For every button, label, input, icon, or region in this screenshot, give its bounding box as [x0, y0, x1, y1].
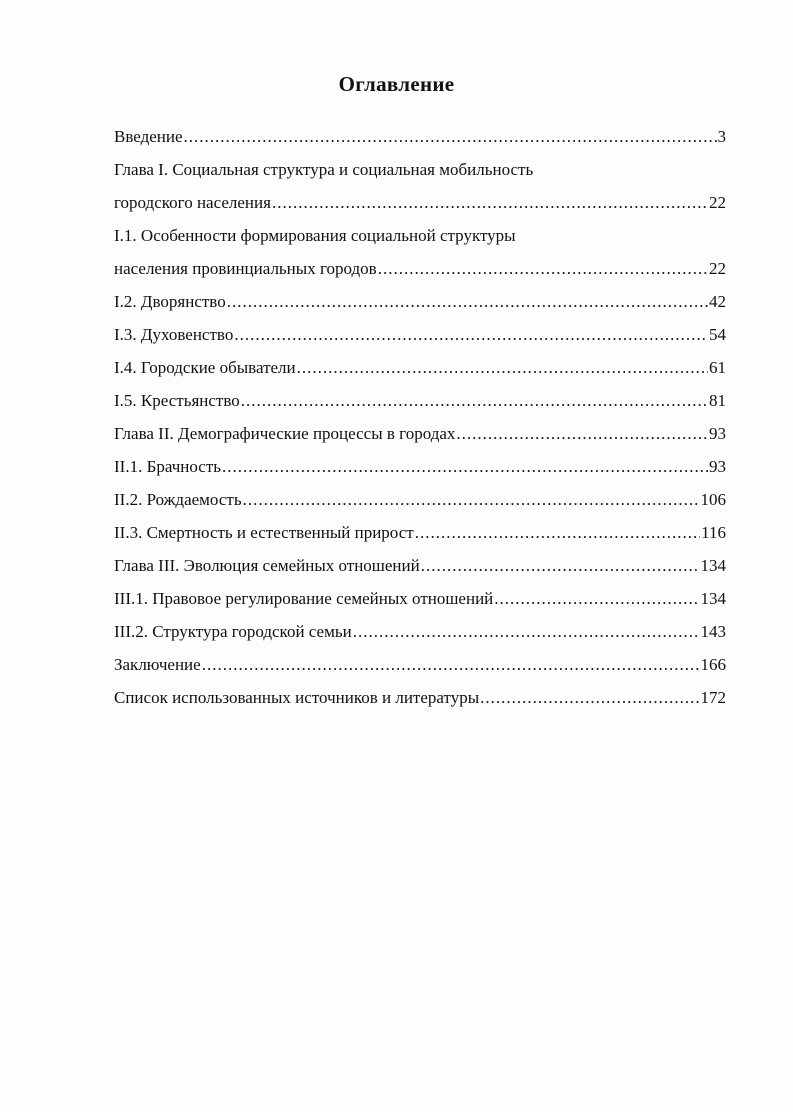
- toc-entry-label: III.2. Структура городской семьи: [114, 622, 352, 641]
- toc-entry-label: I.1. Особенности формирования социальной структуры: [114, 226, 516, 245]
- toc-entry-label: I.3. Духовенство: [114, 325, 234, 344]
- dot-leader: [272, 186, 708, 219]
- toc-entry-section-3-2[interactable]: [114, 615, 726, 648]
- toc-entry-page: 116: [701, 523, 726, 542]
- toc-entry-page: 42: [709, 292, 726, 311]
- toc-entry-section-1-1[interactable]: [114, 219, 726, 252]
- toc-entry-label: II.3. Смертность и естественный прирост: [114, 523, 414, 542]
- toc-entry-page: 172: [700, 688, 726, 707]
- dot-leader: [184, 120, 717, 153]
- dot-leader: [421, 549, 700, 582]
- toc-entry-label: III.1. Правовое регулирование семейных отношений: [114, 589, 494, 608]
- toc-entry-section-1-4[interactable]: [114, 351, 726, 384]
- toc-entry-section-1-2[interactable]: [114, 285, 726, 318]
- dot-leader: [202, 648, 700, 681]
- toc-entry-page: 166: [700, 655, 726, 674]
- toc-entry-label: Введение: [114, 127, 183, 146]
- dot-leader: [494, 582, 699, 615]
- toc-entry-page: 134: [700, 556, 726, 575]
- toc-entry-page: 81: [709, 391, 726, 410]
- toc-entry-label: городского населения: [114, 193, 271, 212]
- dot-leader: [415, 516, 700, 549]
- toc-entry-page: 93: [709, 424, 726, 443]
- toc-entry-label: Глава III. Эволюция семейных отношений: [114, 556, 420, 575]
- dot-leader: [456, 417, 708, 450]
- toc-entry-page: 143: [700, 622, 726, 641]
- toc-entry-section-2-3[interactable]: [114, 516, 726, 549]
- toc-entry-introduction[interactable]: [114, 120, 726, 153]
- toc-entry-bibliography[interactable]: [114, 681, 726, 714]
- dot-leader: [378, 252, 708, 285]
- toc-entry-section-3-1[interactable]: [114, 582, 726, 615]
- toc-entry-label: населения провинциальных городов: [114, 259, 377, 278]
- toc-entry-section-1-3[interactable]: [114, 318, 726, 351]
- toc-entry-chapter-2[interactable]: [114, 417, 726, 450]
- toc-entry-page: 134: [700, 589, 726, 608]
- toc-entry-label: I.2. Дворянство: [114, 292, 226, 311]
- toc-entry-page: 54: [709, 325, 726, 344]
- toc-entry-page: 93: [709, 457, 726, 476]
- dot-leader: [243, 483, 700, 516]
- toc-entry-chapter-1-cont[interactable]: [114, 186, 726, 219]
- toc-entry-page: 22: [709, 259, 726, 278]
- toc-entry-section-1-1-cont[interactable]: [114, 252, 726, 285]
- table-of-contents: [114, 120, 726, 714]
- toc-entry-page: 3: [717, 127, 726, 146]
- page-title: Оглавление: [338, 72, 455, 96]
- toc-entry-page: 22: [709, 193, 726, 212]
- toc-entry-section-2-1[interactable]: [114, 450, 726, 483]
- toc-entry-label: II.2. Рождаемость: [114, 490, 242, 509]
- toc-entry-chapter-3[interactable]: [114, 549, 726, 582]
- toc-entry-label: Список использованных источников и литературы: [114, 688, 480, 707]
- toc-entry-label: Глава I. Социальная структура и социальная мобильность: [114, 160, 534, 179]
- dot-leader: [480, 681, 699, 714]
- toc-entry-label: Глава II. Демографические процессы в городах: [114, 424, 456, 443]
- dot-leader: [241, 384, 708, 417]
- toc-entry-chapter-1[interactable]: [114, 153, 726, 186]
- dot-leader: [297, 351, 708, 384]
- toc-entry-label: Заключение: [114, 655, 201, 674]
- dot-leader: [227, 285, 708, 318]
- toc-entry-page: 61: [709, 358, 726, 377]
- dot-leader: [222, 450, 708, 483]
- toc-entry-section-1-5[interactable]: [114, 384, 726, 417]
- dot-leader: [353, 615, 700, 648]
- dot-leader: [234, 318, 708, 351]
- toc-entry-label: I.4. Городские обыватели: [114, 358, 296, 377]
- toc-entry-label: I.5. Крестьянство: [114, 391, 240, 410]
- toc-entry-label: II.1. Брачность: [114, 457, 221, 476]
- toc-entry-section-2-2[interactable]: [114, 483, 726, 516]
- toc-entry-conclusion[interactable]: [114, 648, 726, 681]
- toc-entry-page: 106: [700, 490, 726, 509]
